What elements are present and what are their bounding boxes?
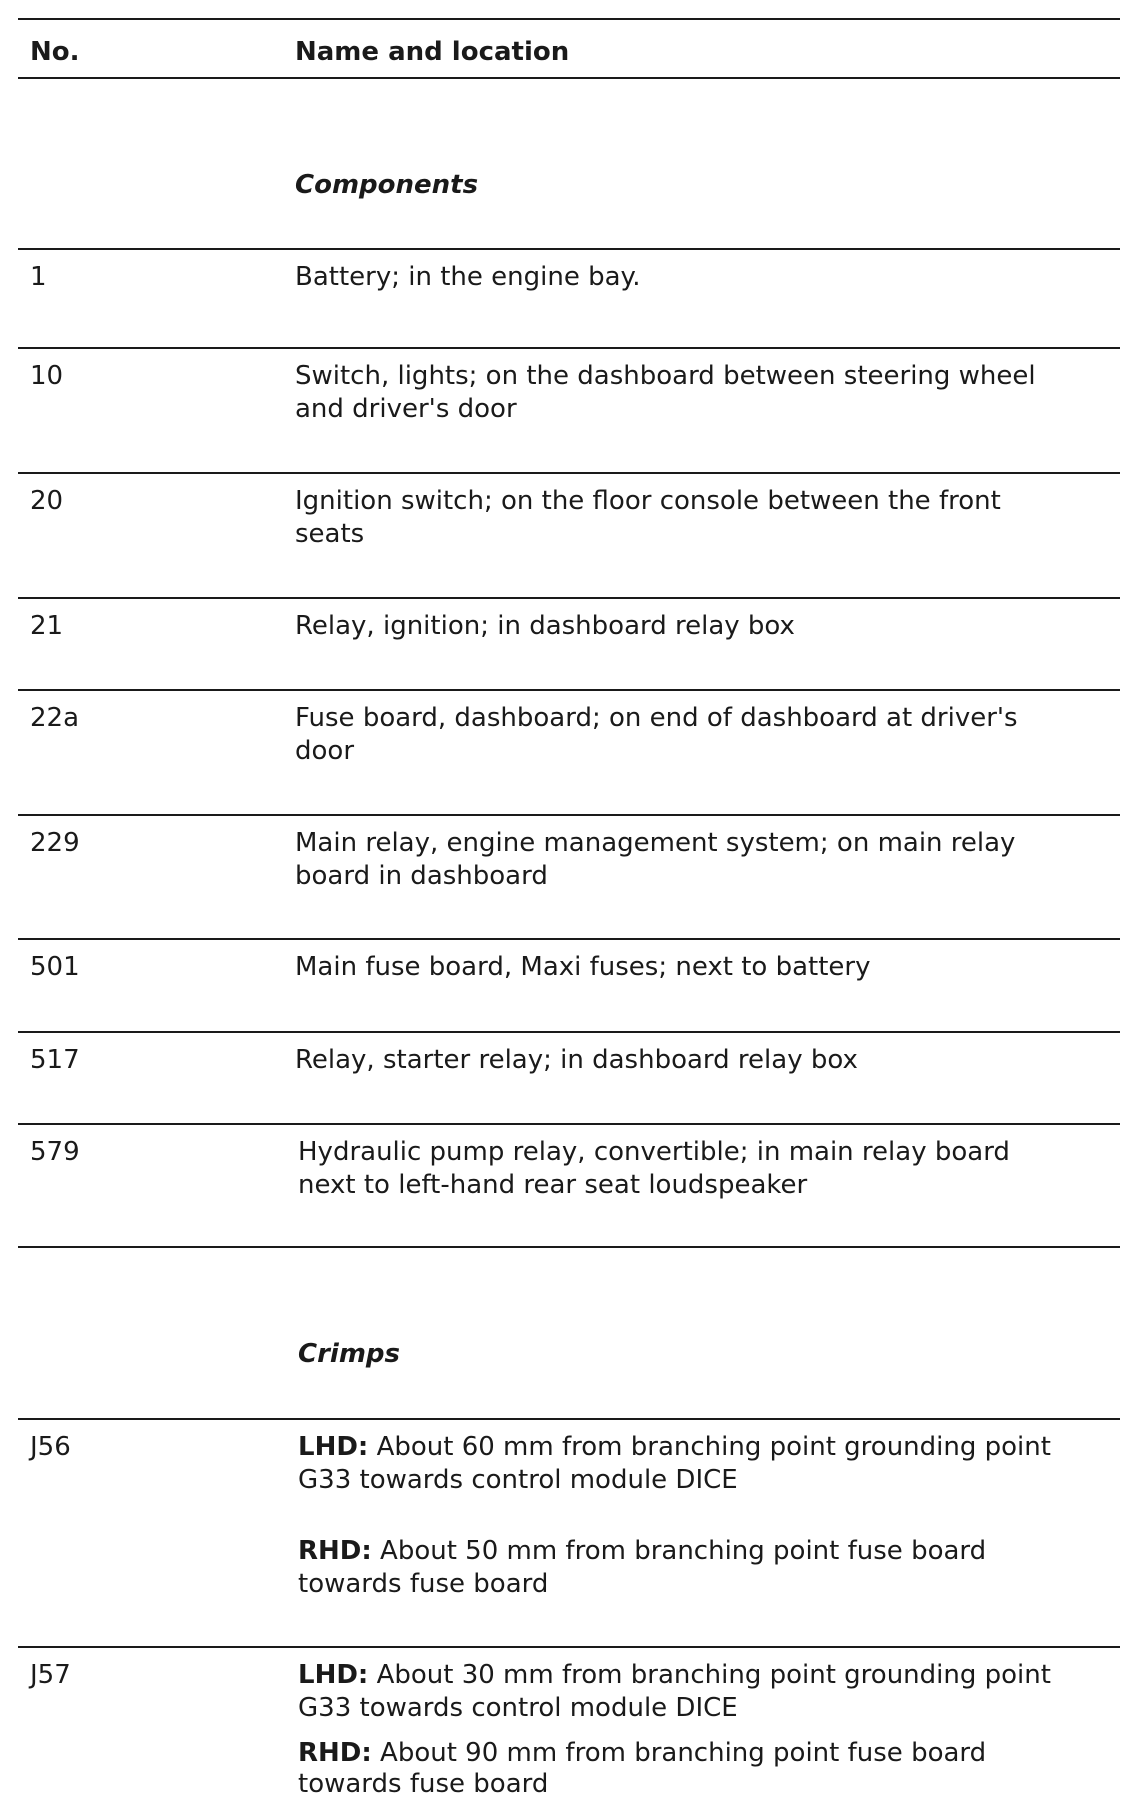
row-number: J56 [30,1432,71,1462]
row-rule [18,938,1120,940]
row-number: J57 [30,1660,71,1690]
lhd-text-cont: G33 towards control module DICE [298,1465,738,1495]
column-header-no: No. [30,37,80,67]
lhd-text: About 60 mm from branching point grounding point [368,1432,1051,1462]
row-rule [18,1646,1120,1648]
row-number: 579 [30,1137,80,1167]
table-top-rule [18,18,1120,20]
row-description: board in dashboard [295,861,548,891]
row-description: Relay, starter relay; in dashboard relay box [295,1045,858,1075]
row-description: Ignition switch; on the floor console between the front [295,486,1001,516]
section-title-components: Components [295,170,479,200]
rhd-text-cont: towards fuse board [298,1769,549,1799]
row-description: Fuse board, dashboard; on end of dashboard at driver's [295,703,1018,733]
rhd-label: RHD: [298,1738,372,1768]
row-description: door [295,736,355,766]
rhd-text-cont: towards fuse board [298,1569,549,1599]
rhd-line [298,1535,986,1567]
row-description: Hydraulic pump relay, convertible; in main relay board [298,1137,1010,1167]
column-header-name: Name and location [295,37,570,67]
row-description: Relay, ignition; in dashboard relay box [295,611,795,641]
row-rule [18,347,1120,349]
lhd-label: LHD: [298,1660,369,1690]
row-number: 501 [30,952,80,982]
row-rule [18,472,1120,474]
row-number: 10 [30,361,64,391]
row-rule [18,1418,1120,1420]
row-number: 20 [30,486,64,516]
row-description: Main relay, engine management system; on main relay [295,828,1016,858]
row-description: and driver's door [295,394,517,424]
row-description: next to left-hand rear seat loudspeaker [298,1170,808,1200]
row-rule [18,1123,1120,1125]
lhd-label: LHD: [298,1432,369,1462]
rhd-text: About 90 mm from branching point fuse board [371,1738,987,1768]
lhd-line [298,1431,1051,1463]
rhd-text: About 50 mm from branching point fuse board [371,1536,987,1566]
row-rule [18,1031,1120,1033]
row-rule [18,597,1120,599]
row-number: 21 [30,611,64,641]
section-end-rule [18,1246,1120,1248]
row-number: 22a [30,703,80,733]
row-description: Switch, lights; on the dashboard between steering wheel [295,361,1036,391]
rhd-line [298,1737,986,1769]
row-number: 1 [30,262,47,292]
row-number: 517 [30,1045,80,1075]
section-title-crimps: Crimps [298,1339,400,1369]
row-rule [18,248,1120,250]
row-number: 229 [30,828,80,858]
rhd-label: RHD: [298,1536,372,1566]
lhd-line [298,1659,1051,1691]
lhd-text: About 30 mm from branching point grounding point [368,1660,1051,1690]
header-rule [18,77,1120,79]
row-rule [18,689,1120,691]
row-rule [18,814,1120,816]
row-description: seats [295,519,365,549]
row-description: Battery; in the engine bay. [295,262,641,292]
row-description: Main fuse board, Maxi fuses; next to battery [295,952,871,982]
lhd-text-cont: G33 towards control module DICE [298,1693,738,1723]
